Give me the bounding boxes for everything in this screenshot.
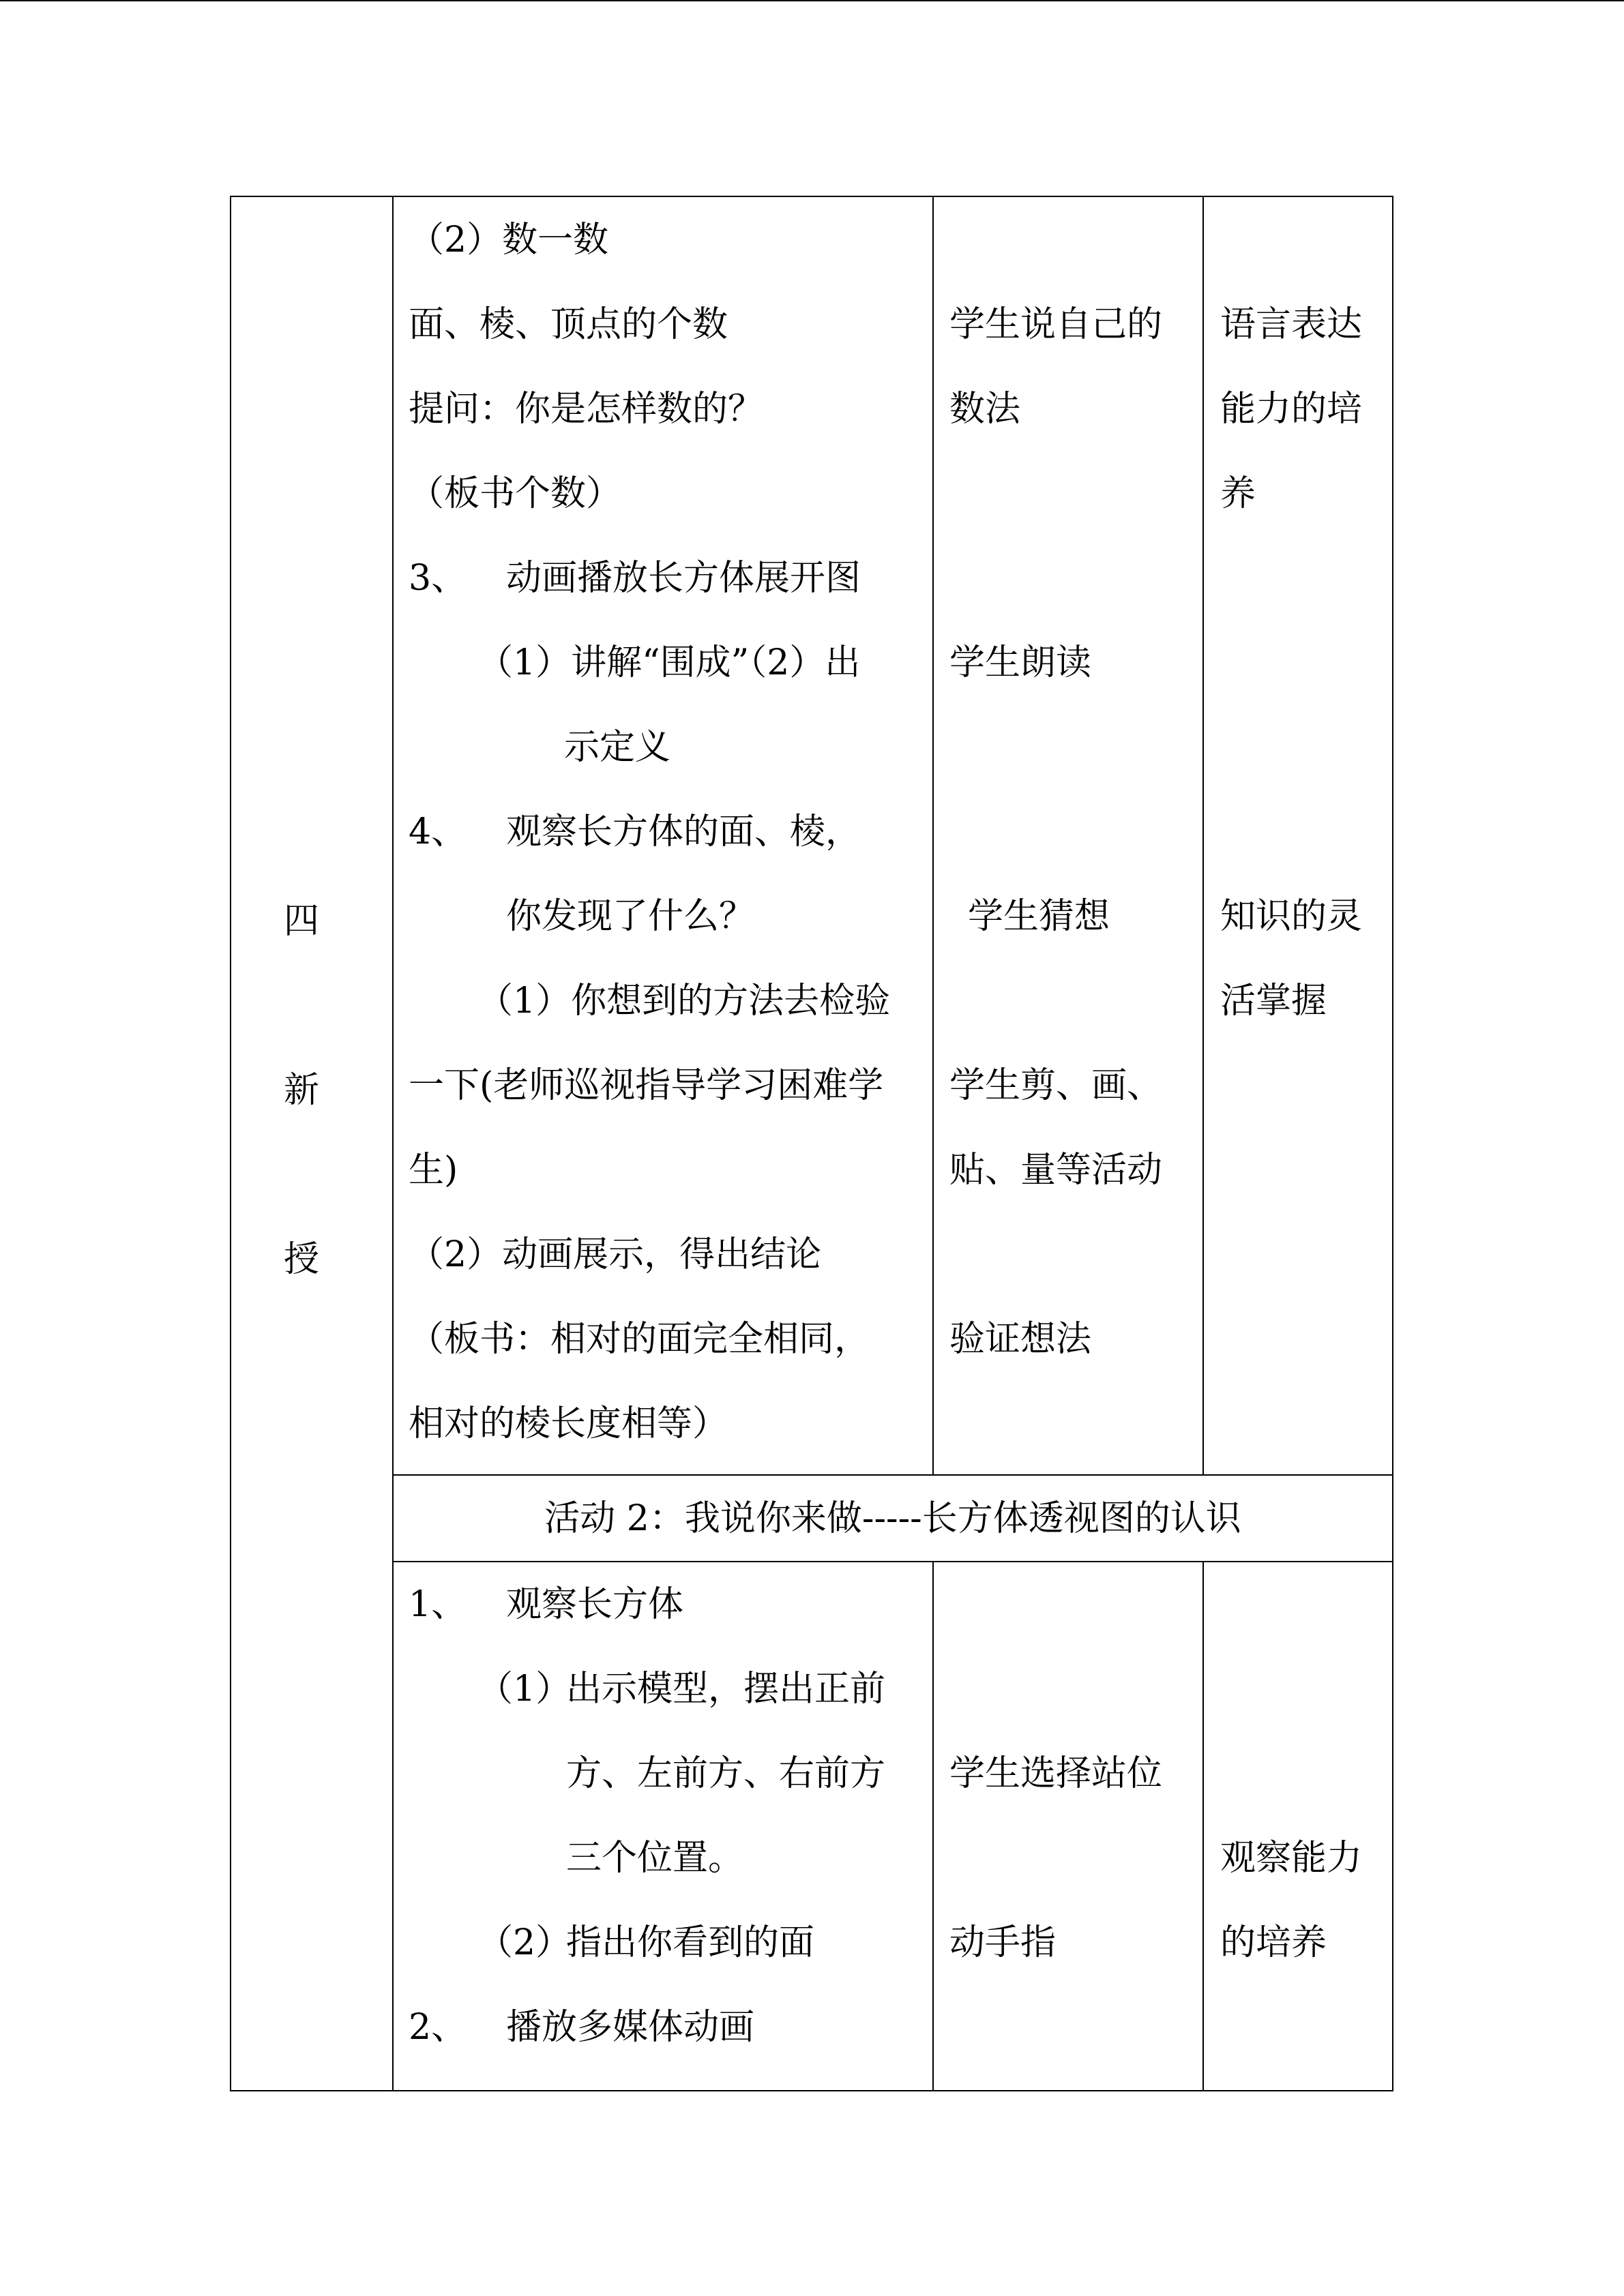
content-line: 方、左前方、右前方: [566, 1753, 886, 1794]
step-number: 4、: [409, 811, 467, 852]
teaching-content-cell: [394, 197, 932, 1474]
content-line: 示定义: [564, 727, 671, 768]
student-line: 学生说自己的: [949, 304, 1163, 345]
student-line: 学生朗读: [949, 642, 1092, 683]
section-label-char: 新: [284, 1070, 320, 1111]
content-line: 三个位置。: [566, 1838, 744, 1879]
content-line: 相对的棱长度相等）: [409, 1403, 728, 1444]
student-line: 验证想法: [949, 1319, 1092, 1360]
sub-step-number: （1）: [477, 1669, 572, 1710]
purpose-line: 能力的培: [1220, 389, 1363, 430]
purpose-line: 知识的灵: [1220, 896, 1363, 937]
student-line: 动手指: [949, 1922, 1057, 1963]
student-line: 学生选择站位: [949, 1753, 1163, 1794]
student-activity-cell-2: [934, 1562, 1202, 2090]
student-line: 贴、量等活动: [949, 1150, 1163, 1191]
section-label-char: 授: [284, 1239, 320, 1280]
student-line: 学生剪、画、: [949, 1065, 1163, 1106]
design-purpose-cell: [1204, 197, 1392, 1474]
student-line: 学生猜想: [968, 896, 1110, 937]
purpose-line: 养: [1220, 473, 1256, 514]
content-line: （2）动画展示，得出结论: [409, 1234, 822, 1275]
page-top-border: [0, 0, 1624, 1]
content-line: 你发现了什么？: [506, 896, 755, 937]
content-line: 观察长方体: [506, 1584, 684, 1625]
content-line: 生): [409, 1150, 458, 1191]
purpose-line: 语言表达: [1220, 304, 1363, 345]
section-label-char: 四: [284, 901, 320, 942]
content-line: （2）数一数: [409, 220, 609, 260]
content-line: 出示模型，摆出正前: [566, 1669, 886, 1710]
content-line: 动画播放长方体展开图: [506, 558, 861, 599]
content-line: （板书：相对的面完全相同，: [409, 1319, 870, 1360]
student-line: 数法: [949, 389, 1021, 430]
content-line: 提问：你是怎样数的？: [409, 389, 764, 430]
design-purpose-cell-2: [1204, 1562, 1392, 2090]
section-label-cell: [231, 197, 392, 2090]
step-number: 1、: [409, 1584, 467, 1625]
activity-title: 活动 2：我说你来做-----长方体透视图的认识: [544, 1498, 1241, 1539]
content-line: （板书个数）: [409, 473, 622, 514]
teaching-content-cell-2: [394, 1562, 932, 2090]
content-line: （1）你想到的方法去检验: [477, 981, 891, 1022]
sub-step-number: （2）: [477, 1922, 572, 1963]
purpose-line: 活掌握: [1220, 981, 1327, 1022]
step-number: 2、: [409, 2007, 467, 2048]
content-line: 观察长方体的面、棱，: [506, 811, 861, 852]
content-line: 播放多媒体动画: [506, 2007, 755, 2048]
purpose-line: 观察能力: [1220, 1838, 1363, 1879]
content-line: （1）讲解“围成”（2）出: [477, 642, 861, 683]
activity-header-cell: [394, 1476, 1392, 1561]
content-line: 指出你看到的面: [566, 1922, 815, 1963]
purpose-line: 的培养: [1220, 1922, 1327, 1963]
student-activity-cell: [934, 197, 1202, 1474]
content-line: 一下(老师巡视指导学习困难学: [409, 1065, 884, 1106]
step-number: 3、: [409, 558, 467, 599]
content-line: 面、棱、顶点的个数: [409, 304, 728, 345]
